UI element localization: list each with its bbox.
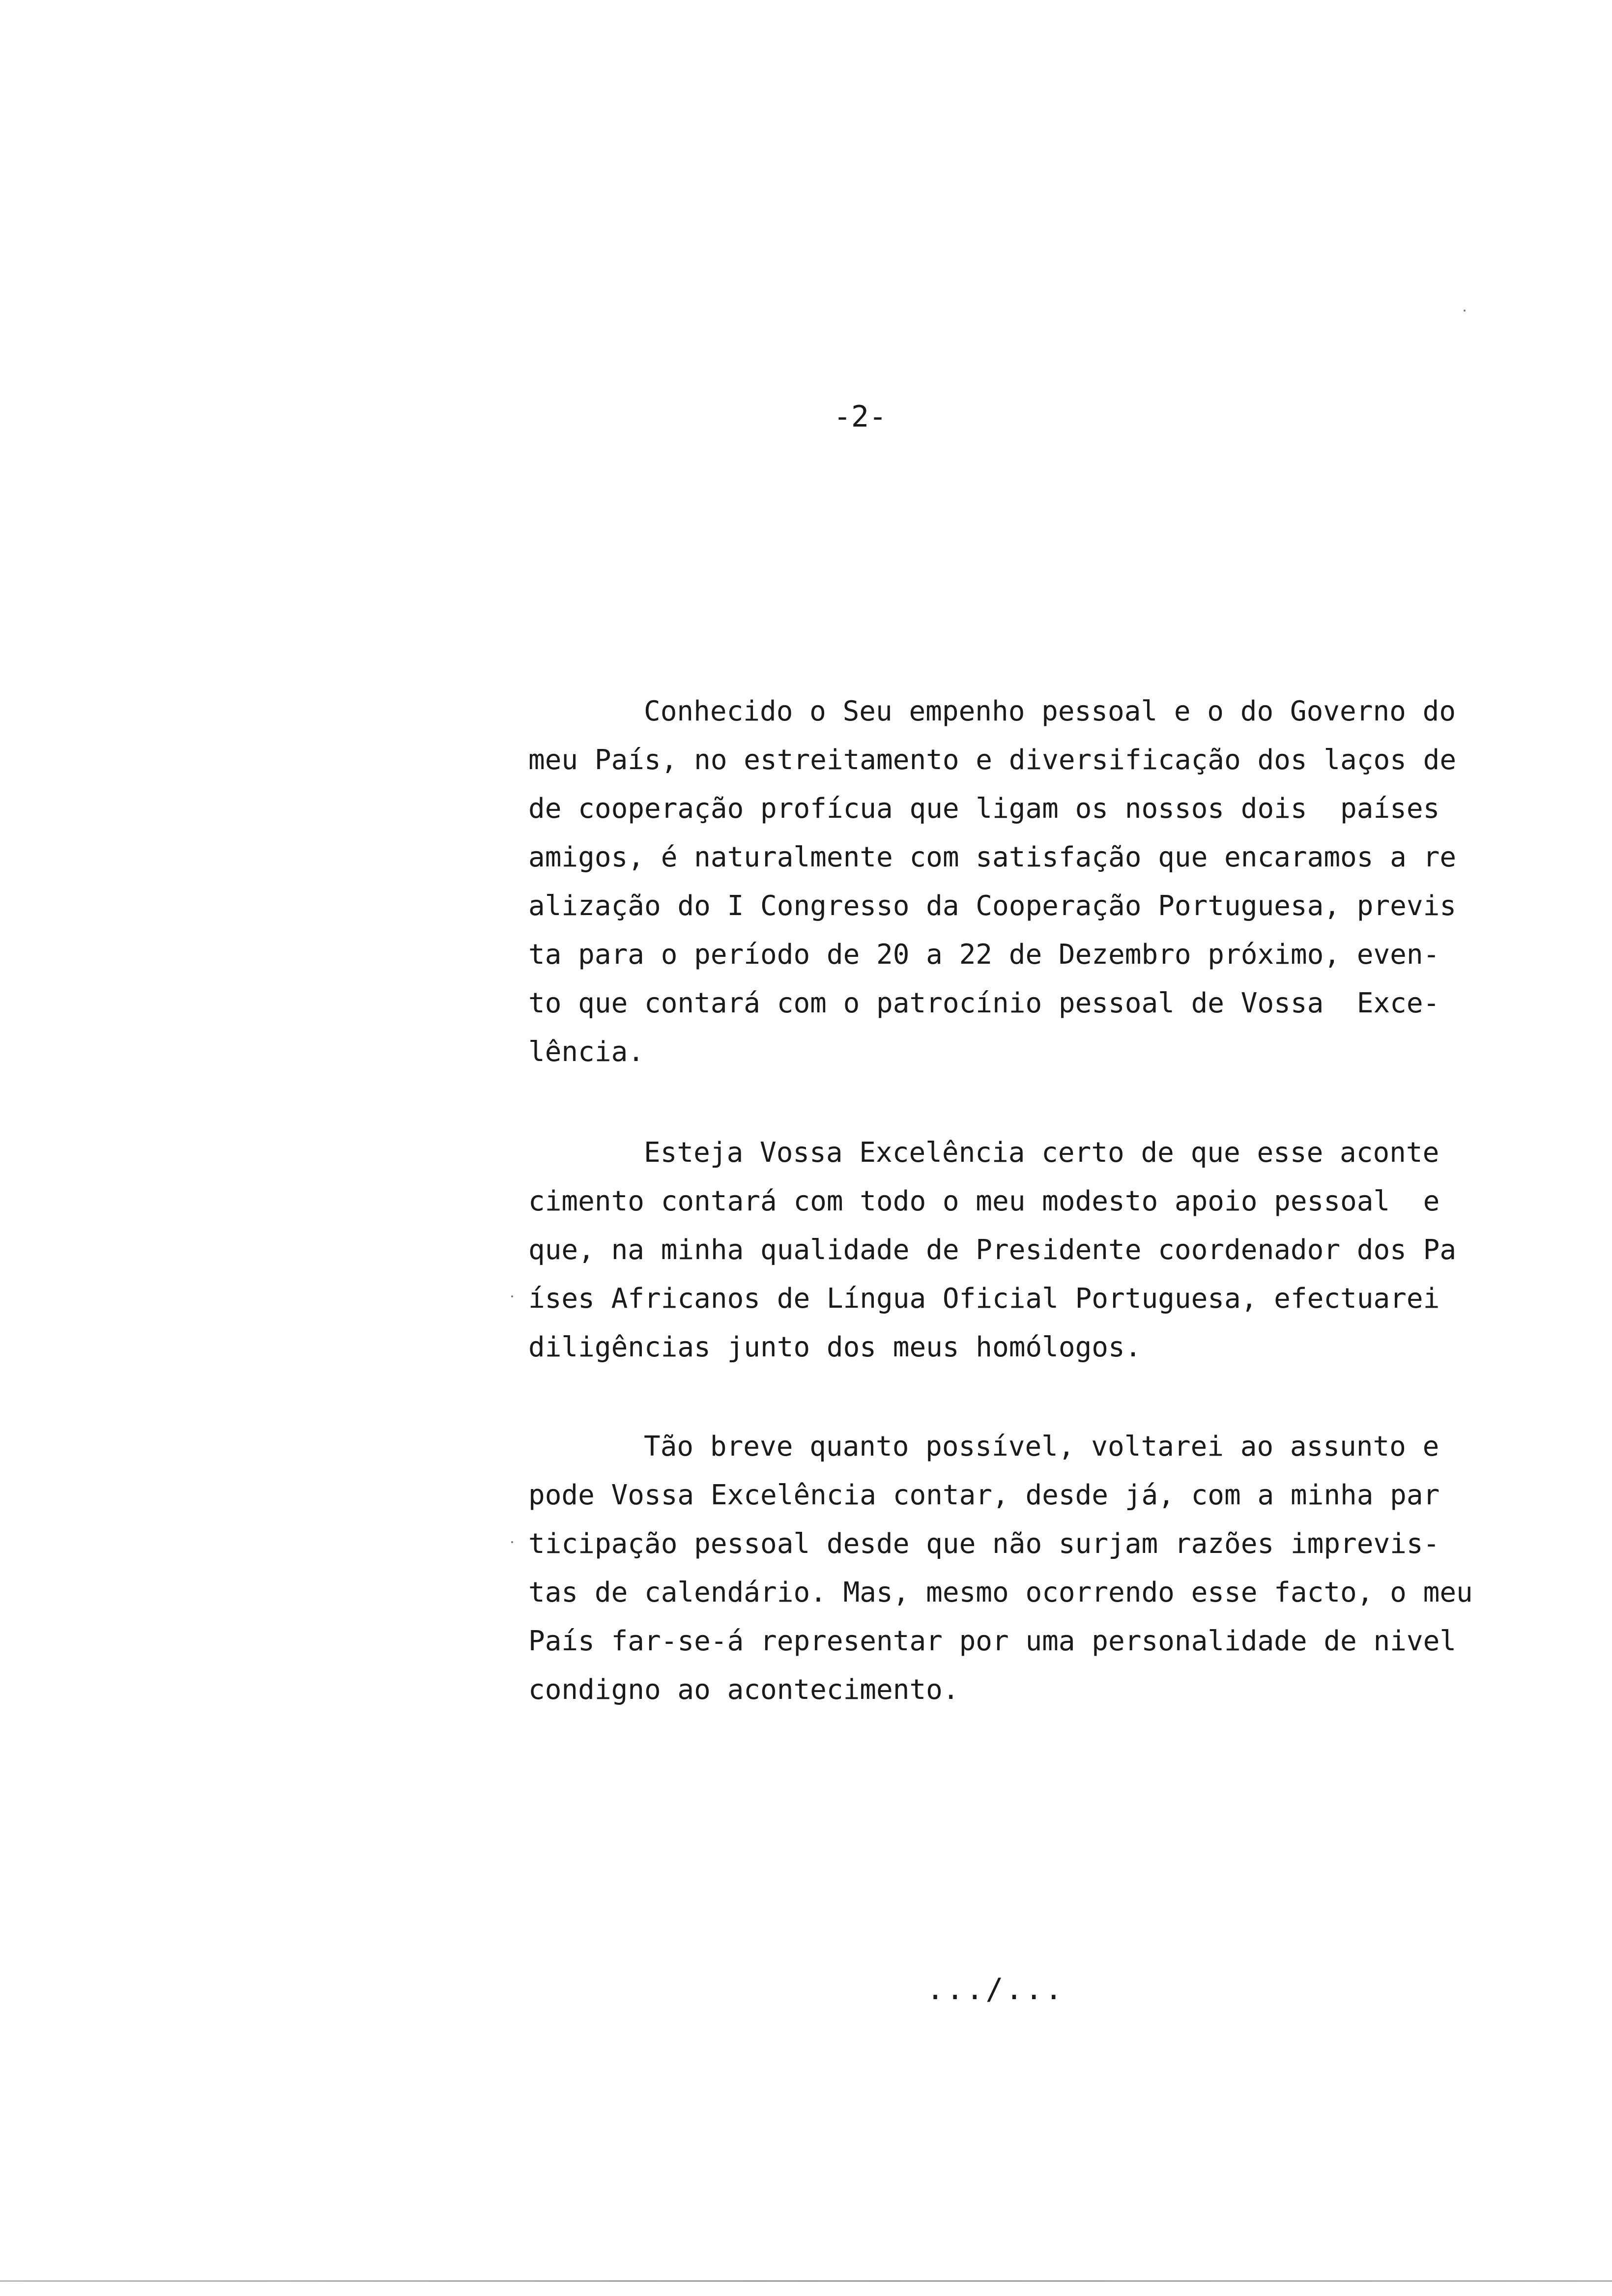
text-line: Conhecido o Seu empenho pessoal e o do Governo do [644,695,1456,727]
text-line: País far-se-á representar por uma personalidade de nivel [528,1625,1457,1657]
text-line: de cooperação profícua que ligam os nossos dois países [528,793,1440,825]
continuation-mark: .../... [926,1972,1065,2007]
text-line: que, na minha qualidade de Presidente coordenador dos Pa [528,1234,1457,1266]
paragraph-3 [528,1422,1473,1714]
paragraph-1 [528,687,1457,1076]
text-line: to que contará com o patrocínio pessoal de Vossa Exce- [528,987,1440,1019]
scan-speck [1464,310,1466,312]
page-number: -2- [833,400,887,434]
text-line: tas de calendário. Mas, mesmo ocorrendo esse facto, o meu [528,1577,1473,1608]
text-line: diligências junto dos meus homólogos. [528,1331,1142,1363]
text-line: Tão breve quanto possível, voltarei ao assunto e [644,1431,1439,1463]
scan-speck [511,1295,513,1297]
text-line: ticipação pessoal desde que não surjam razões imprevis- [528,1528,1440,1560]
paragraph-2 [528,1128,1457,1372]
text-line: pode Vossa Excelência contar, desde já, com a minha par [528,1479,1440,1511]
text-line: cimento contará com todo o meu modesto apoio pessoal e [528,1185,1440,1217]
text-line: alização do I Congresso da Cooperação Portuguesa, previs [528,890,1457,922]
text-line: ta para o período de 20 a 22 de Dezembro próximo, even- [528,939,1440,971]
text-line: meu País, no estreitamento e diversificação dos laços de [528,744,1457,776]
text-line: amigos, é naturalmente com satisfação que encaramos a re [528,841,1457,873]
scan-speck [511,1541,513,1543]
text-line: condigno ao acontecimento. [528,1674,959,1706]
scan-edge-line [0,2280,1612,2282]
text-line: íses Africanos de Língua Oficial Portuguesa, efectuarei [528,1283,1440,1315]
text-line: lência. [528,1036,645,1068]
text-line: Esteja Vossa Excelência certo de que esse aconte [644,1137,1439,1169]
